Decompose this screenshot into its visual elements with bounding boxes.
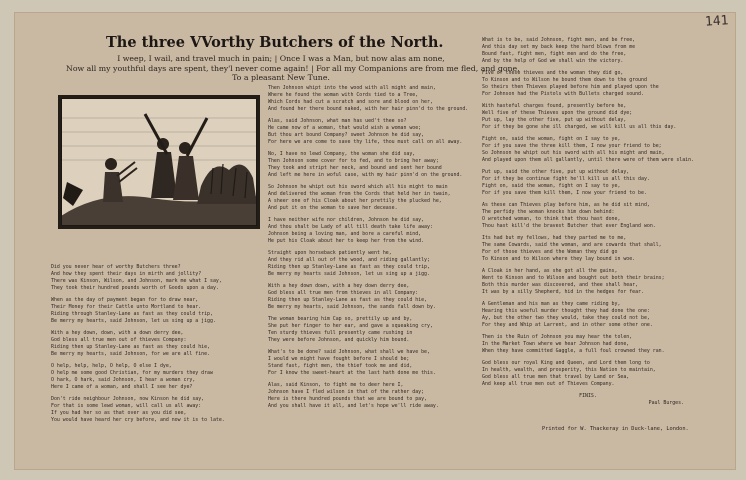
stanza xyxy=(51,297,256,325)
verse-line: A sheer one of his Cloak about her prettily the plucked he, xyxy=(268,198,442,205)
verse-line: Here is there hundred pounds that we are bound to pay, xyxy=(268,395,427,402)
verse-line: When as the day of payment began for to draw near, xyxy=(51,296,199,303)
verse-line: For of those thieves and the Woman they did go xyxy=(482,249,618,255)
verse-line: And keep all true men out of Thieves Company. xyxy=(482,380,615,387)
stanza xyxy=(482,70,694,98)
verse-line: Here I came of a woman, and shall I see her dye? xyxy=(51,384,193,391)
ballad-title: The three VVorthy Butchers of the North. xyxy=(106,34,444,51)
stanza xyxy=(482,202,694,230)
verse-line: Put up, said the other five, put up without delay, xyxy=(482,168,630,175)
stanza xyxy=(268,217,480,245)
verse-line: They were before Johnson, and quickly him bound. xyxy=(268,337,410,344)
verse-line: To Kinson and to Wilson where they lay bound in woe. xyxy=(482,256,636,263)
verse-line: Be merry my hearts, said Johnson, let us sing up a jigg. xyxy=(51,318,216,325)
verse-line: He came now of a woman, that would wish a woman woe; xyxy=(268,125,422,132)
verse-line: And left me here in woful case, with my hair pinn'd on the ground. xyxy=(268,172,463,179)
stanza xyxy=(268,283,480,311)
verse-line: God bless all true men that travel by Land or Sea, xyxy=(482,373,630,380)
verse-line: And by the help of God we shall win the victory. xyxy=(482,58,624,65)
verse-line: And this day set my back keep the hard blows from me xyxy=(482,44,636,51)
verse-line: Ay, but the other two they would, take they could not be, xyxy=(482,314,650,321)
verse-line: For they and Whip at Larrent, and in other some other one. xyxy=(482,322,653,329)
verse-line: What's to be done? said Johnson, what shall we have be, xyxy=(268,348,430,355)
verse-line: For I know the sweet-heart at the last hath done me this. xyxy=(268,370,436,377)
verse-line: The perfidy the woman knocks him down behind: xyxy=(482,208,615,215)
stanza xyxy=(482,235,694,263)
stanza xyxy=(268,349,480,377)
verse-line: Their Money for their Cattle unto Mortland to hear. xyxy=(51,304,202,311)
verse-line: God bless our royal King and Queen, and Lord them long to xyxy=(482,359,650,366)
verse-line: O help, help, help, O help, O else I dye, xyxy=(51,362,172,369)
verse-line: And put it on the woman to save her decease. xyxy=(268,205,398,212)
stanza xyxy=(268,316,480,344)
stanza xyxy=(268,151,480,179)
verse-line: They took their hundred pounds worth of Goods upon a day. xyxy=(51,285,219,292)
verse-line: Alas, said Kinson, to fight me to deer here I, xyxy=(268,381,404,388)
verse-line: Put up, lay the other five, put up without delay, xyxy=(482,117,627,124)
verse-line: O hark, O hark, said Johnson, I hear a woman cry, xyxy=(51,377,196,384)
text-column-left xyxy=(51,264,256,429)
verse-line: Straight upon horseback patiently went he, xyxy=(268,249,392,256)
verse-line: For if you save the three kill them, I now your friend to be; xyxy=(482,143,662,149)
verse-line: They took and stript her neck, and bound and sent her bound xyxy=(268,165,442,172)
verse-line: There was Kinson, Wilson, and Johnson, mark me what I say, xyxy=(51,278,222,285)
stanza xyxy=(51,396,256,424)
verse-line: So Johnson he whipt out his sword which all his might to main xyxy=(268,183,448,190)
finis-label: FINIS. xyxy=(579,392,597,399)
verse-line: I have neither wife nor children, Johnson he did say, xyxy=(268,216,425,223)
verse-line: Then Johnson whipt into the wood with all might and main, xyxy=(268,85,436,91)
verse-line: A Cloak in her hand, as she got all the gains, xyxy=(482,267,618,274)
verse-line: Well five of these Thieves upon the ground did dye; xyxy=(482,110,633,117)
verse-line: But thou art bound Company? sweet Johnson he did say, xyxy=(268,132,425,139)
verse-line: Which Cords had cut a scratch and sore and blood on her, xyxy=(268,99,433,106)
verse-line: O wretched woman, to think that thou hast done, xyxy=(482,216,621,223)
verse-line: Then is the Ruin of Johnson you may hear the tolen, xyxy=(482,333,633,340)
text-column-middle xyxy=(268,85,480,415)
verse-line: Riding then up Stanley-Lane as fast as they could hie, xyxy=(51,344,210,351)
verse-line: Then Johnson some cover for to fed, and to bring her away; xyxy=(268,158,439,165)
ballad-subtitle xyxy=(66,54,520,83)
verse-line: Five of these thieves and the woman they did go, xyxy=(482,69,624,76)
verse-line: And found her there bound naked, with her hair pinn'd to the ground. xyxy=(268,106,469,113)
stanza xyxy=(482,301,694,329)
handwritten-page-number: 141 xyxy=(704,13,729,30)
verse-line: Hearing this woeful murder thought they had done the one: xyxy=(482,307,650,314)
text-column-right xyxy=(482,37,694,407)
stanza xyxy=(482,136,694,164)
verse-line: Where he found the woman with Cords tied to a Tree, xyxy=(268,92,419,99)
verse-line: As these can Thieves play before him, as he did sit mind, xyxy=(482,201,650,208)
stanza xyxy=(482,334,694,355)
verse-line: The woman bearing him Cap so, prettily up and by, xyxy=(268,315,413,322)
verse-line: Its had but my fellows, had they parted me to me, xyxy=(482,234,627,241)
verse-line: Be merry my hearts, said Johnson, for we are all fine. xyxy=(51,351,210,358)
woodcut-image xyxy=(61,98,257,226)
verse-line: I would we might have fought before I should be; xyxy=(268,355,410,362)
verse-line: With a hey down, down, with a down derry dee, xyxy=(51,329,184,336)
verse-line: To Kinson and to Wilson he bound them down to the ground xyxy=(482,77,647,84)
verse-line: And played upon them all gallantly, until there were of them were slain. xyxy=(482,157,694,164)
printer-colophon: Printed for W. Thackeray in Duck-lane, London. xyxy=(542,426,689,432)
verse-line: And you shall have it all, and let's hope we'll ride away. xyxy=(268,403,439,409)
verse-line: For if they be continue fight he'll kill us all this day. xyxy=(482,175,650,182)
verse-line: In the Market Town where we hear Johnson had done, xyxy=(482,340,630,347)
verse-line: It was by a silly Shepherd, hid in the hedges for fear. xyxy=(482,289,644,296)
verse-line: Riding then up Stanley-Lane as fast as they could hie, xyxy=(268,297,427,303)
verse-line: You would have heard her cry before, and now it is to late. xyxy=(51,417,225,424)
verse-line: For Johnson had the Pistols with Bullets charged sound. xyxy=(482,91,644,98)
verse-line: If you had her so as that over as you did see, xyxy=(51,410,187,417)
stanza xyxy=(51,363,256,391)
stanza xyxy=(51,330,256,358)
verse-line: For if you save them kill them, I now your friend to be. xyxy=(482,190,647,197)
verse-line: No, I have no lewd Company, the woman she did say, xyxy=(268,150,416,157)
verse-line: O help me some good Christian, for my murders they draw xyxy=(51,370,213,376)
broadside-sheet xyxy=(14,12,736,470)
verse-line: With hasteful charges found, presently before he, xyxy=(482,102,627,109)
verse-line: Alas, said Johnson, what man has ued't thee so? xyxy=(268,117,407,124)
stanza xyxy=(482,268,694,296)
verse-line: Did you never hear of worthy Butchers three? xyxy=(51,264,181,270)
verse-line: With a hey down down, with a hey down derry dee, xyxy=(268,282,410,289)
verse-line: And delivered the woman from the Cords that held her in twain, xyxy=(268,191,451,197)
subtitle-line: I weep, I wail, and travel much in pain; | Once I was a Man, but now alas am none, xyxy=(117,54,445,63)
verse-line: Fight on, said the woman, fight on I say to ye, xyxy=(482,183,621,190)
verse-line: What is to be, said Johnson, fight men, and be free, xyxy=(482,37,636,43)
verse-line: Riding then up Stanley-Lane as fast as they could trip, xyxy=(268,264,430,271)
verse-line: Ten sturdy thieves full presently came rushing in xyxy=(268,329,413,336)
verse-line: Don't ride neighbour Johnson, now Kinson he did say, xyxy=(51,395,205,402)
stanza xyxy=(268,250,480,278)
verse-line: Both this murder was discovered, and thee shall hear, xyxy=(482,281,639,288)
verse-line: God bless all true men out of thieves Company: xyxy=(51,337,187,344)
verse-line: Johnson have I fled wilson in that of the rather day; xyxy=(268,388,425,395)
verse-line: Thou hast kill'd the bravest Butcher that ever England won. xyxy=(482,223,656,230)
verse-line: So Johnson he whipt out his sword with all his might and main, xyxy=(482,150,665,157)
stanza xyxy=(482,169,694,197)
verse-line: A Gentleman and his man as they came riding by, xyxy=(482,300,621,307)
subtitle-line: Now all my youthful days are spent, they'l never come again! | For all my Companions are from me fled, and gone, xyxy=(66,63,520,73)
verse-line: Went to Kinson and to Wilson and bought out both their brains; xyxy=(482,274,665,281)
stanza xyxy=(268,184,480,212)
verse-line: God bless all true men from thieves in all Company: xyxy=(268,289,419,296)
verse-line: Riding through Stanley-Lane as fast as they could trip, xyxy=(51,311,213,318)
stanza xyxy=(268,85,480,113)
verse-line: The same Cowards, said the woman, and are cowards that shall, xyxy=(482,241,662,248)
verse-line: Be merry my hearts said Johnson, let us sing up a jigg. xyxy=(268,271,430,278)
verse-line: And thou shalt be Lady of all till death take life away: xyxy=(268,223,433,230)
verse-line: For here we are come to save thy life, thou must call on all away. xyxy=(268,139,463,146)
verse-line: Be merry my hearts, said Johnson, the sands fall down by. xyxy=(268,304,436,311)
woodcut-illustration xyxy=(58,95,260,229)
verse-line: And they rid all out of the wood, and riding gallantly; xyxy=(268,256,430,263)
verse-line: For if they be gone she ill charged, we will kill us all this day. xyxy=(482,124,677,131)
verse-line: She put her finger to her ear, and gave a squeaking cry, xyxy=(268,322,433,329)
verse-line: So theirs then Thieves played before him and played upon the xyxy=(482,84,659,91)
stanza xyxy=(482,103,694,131)
stanza xyxy=(51,264,256,292)
verse-line: Fight on, said the woman, fight on I say to ye, xyxy=(482,135,621,142)
verse-line: In health, wealth, and prosperity, this Nation to maintain, xyxy=(482,366,656,373)
author-name: Paul Burges. xyxy=(648,399,684,406)
verse-line: For that is some lewd woman, will call us all away: xyxy=(51,402,202,409)
verse-line: And how they spent their days in mirth and jollity? xyxy=(51,271,202,278)
verse-line: Stand fast, fight men, the thief took me and did, xyxy=(268,362,413,369)
verse-line: He put his Cloak about her to keep her from the wind. xyxy=(268,238,425,245)
stanza xyxy=(268,118,480,146)
subtitle-line: To a pleasant New Tune. xyxy=(232,73,330,83)
verse-line: Bound fast, fight men, fight men and do the free, xyxy=(482,51,627,58)
stanza xyxy=(268,382,480,410)
verse-line: When they have committed Gaggle, a full foul crowned they ran. xyxy=(482,347,665,354)
verse-line: Johnson being a loving man, and bore a careful mind, xyxy=(268,231,422,238)
stanza xyxy=(482,37,694,65)
stanza xyxy=(482,360,694,388)
